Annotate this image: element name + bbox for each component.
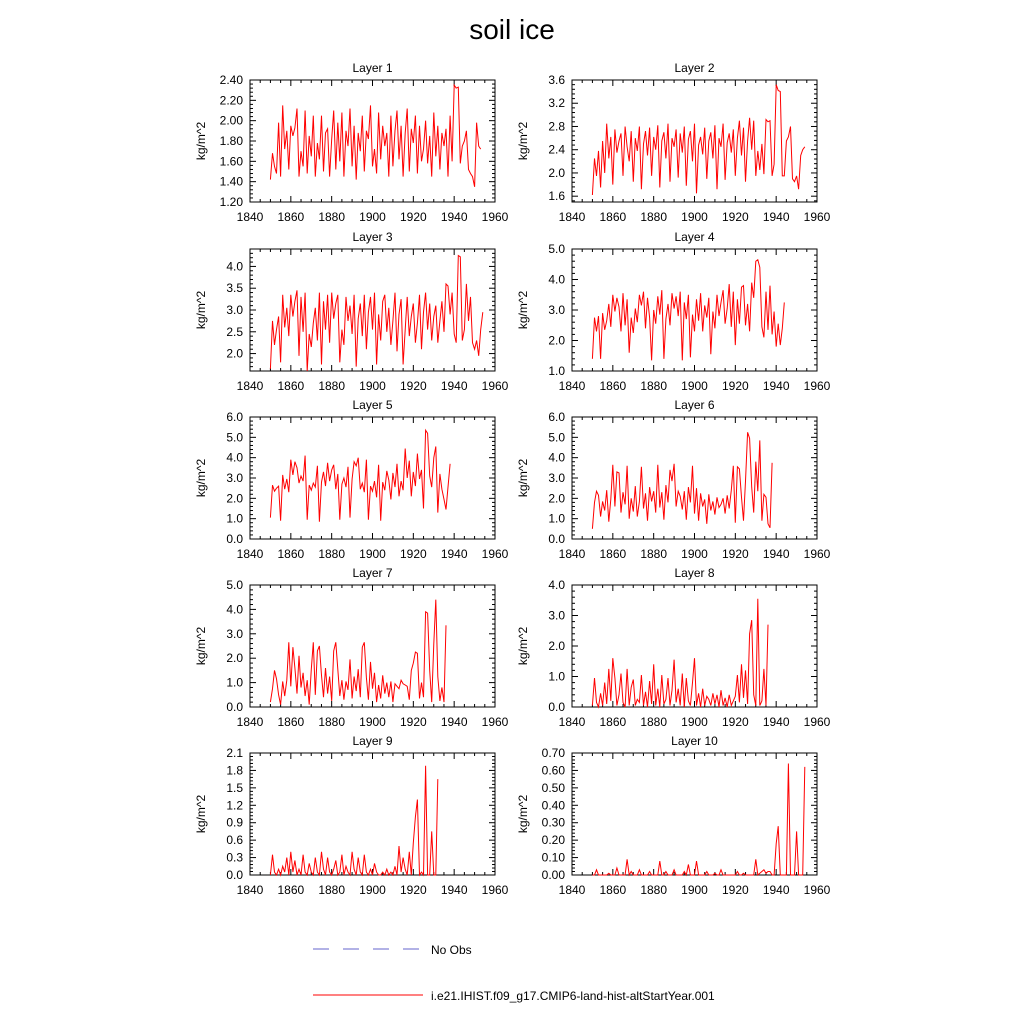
y-tick-label: 0.10 [541,850,565,865]
y-tick-label: 2.1 [226,746,243,760]
y-tick-label: 3.5 [226,281,243,296]
series-line [592,85,804,195]
y-axis-label: kg/m^2 [194,794,208,834]
y-tick-label: 4.0 [548,578,565,592]
y-tick-label: 0.20 [541,833,565,848]
y-tick-label: 0.60 [541,763,565,778]
x-tick-label: 1940 [762,547,790,561]
series-line [270,85,480,187]
y-tick-label: 1.0 [226,511,243,526]
y-axis-label: kg/m^2 [516,458,530,498]
series-line [592,764,804,876]
panel-title: Layer 3 [352,230,393,244]
x-tick-label: 1940 [762,883,790,897]
y-tick-label: 2.0 [548,165,565,180]
y-tick-label: 2.0 [226,651,243,666]
y-tick-label: 0.6 [226,833,243,848]
x-tick-label: 1840 [558,715,586,729]
series-line [592,432,772,529]
panel-layer-10 [516,734,831,897]
x-tick-label: 1880 [318,210,346,224]
panel-layer-2 [516,61,831,224]
y-tick-label: 0.50 [541,780,565,795]
series-line [270,600,446,705]
x-tick-label: 1840 [236,379,264,393]
y-tick-label: 2.0 [226,346,243,361]
y-tick-label: 0.9 [226,815,243,830]
figure-title: soil ice [469,14,555,45]
x-tick-label: 1860 [599,715,627,729]
y-tick-label: 4.0 [548,272,565,287]
x-tick-label: 1880 [640,547,668,561]
y-tick-label: 1.0 [548,364,565,378]
x-tick-label: 1920 [721,210,749,224]
panel-title: Layer 1 [352,61,393,75]
panel-layer-9 [194,734,509,897]
x-tick-label: 1940 [440,883,468,897]
x-tick-label: 1900 [681,547,708,561]
x-tick-label: 1880 [640,210,668,224]
y-tick-label: 0.3 [226,850,243,865]
x-tick-label: 1880 [318,547,346,561]
legend-model-label: i.e21.IHIST.f09_g17.CMIP6-land-hist-altStartYear.001 [431,989,715,1003]
x-tick-label: 1900 [359,883,386,897]
x-tick-label: 1940 [440,210,468,224]
x-tick-label: 1940 [762,379,790,393]
y-axis-label: kg/m^2 [194,290,208,330]
y-tick-label: 6.0 [226,410,243,424]
y-tick-label: 2.0 [548,333,565,348]
legend-obs-label: No Obs [431,943,472,957]
y-tick-label: 1.40 [219,174,243,189]
plot-frame [572,753,817,875]
y-tick-label: 1.0 [548,511,565,526]
panel-layer-5 [194,398,509,561]
y-tick-label: 0.0 [226,532,243,546]
x-tick-label: 1960 [803,715,831,729]
x-tick-label: 1900 [359,715,386,729]
y-tick-label: 3.2 [548,96,565,111]
panel-layer-6 [516,398,831,561]
panel-title: Layer 4 [674,230,715,244]
y-tick-label: 2.00 [219,113,243,128]
x-tick-label: 1940 [440,379,468,393]
y-tick-label: 6.0 [548,410,565,424]
y-tick-label: 5.0 [226,578,243,592]
panel-title: Layer 7 [352,566,393,580]
x-tick-label: 1840 [558,379,586,393]
y-tick-label: 1.80 [219,134,243,148]
panel-title: Layer 9 [352,734,393,748]
plot-frame [250,753,495,875]
x-tick-label: 1900 [681,210,708,224]
y-tick-label: 4.0 [226,450,243,465]
y-tick-label: 1.6 [548,189,565,204]
panel-layer-7 [194,566,509,729]
x-tick-label: 1860 [599,379,627,393]
y-tick-label: 3.0 [548,608,565,623]
y-tick-label: 5.0 [226,430,243,445]
x-tick-label: 1860 [599,547,627,561]
x-tick-label: 1840 [558,883,586,897]
y-tick-label: 0.0 [226,868,243,882]
plot-frame [572,585,817,707]
y-axis-label: kg/m^2 [516,794,530,834]
x-tick-label: 1880 [318,715,346,729]
y-tick-label: 1.20 [219,195,243,209]
y-tick-label: 2.0 [226,491,243,506]
panel-title: Layer 6 [674,398,715,412]
x-tick-label: 1880 [640,715,668,729]
y-tick-label: 3.0 [548,471,565,485]
x-tick-label: 1840 [236,715,264,729]
x-tick-label: 1960 [803,379,831,393]
series-line [270,256,482,372]
x-tick-label: 1880 [640,883,668,897]
x-tick-label: 1960 [481,715,509,729]
x-tick-label: 1900 [681,379,708,393]
x-tick-label: 1920 [721,379,749,393]
x-tick-label: 1920 [399,210,427,224]
x-tick-label: 1860 [599,883,627,897]
x-tick-label: 1960 [803,547,831,561]
x-tick-label: 1920 [399,883,427,897]
y-tick-label: 2.5 [226,324,243,339]
y-tick-label: 0.30 [541,815,565,830]
x-tick-label: 1860 [277,883,305,897]
y-tick-label: 0.40 [541,798,565,813]
x-tick-label: 1840 [236,883,264,897]
x-tick-label: 1900 [681,883,708,897]
y-tick-label: 1.8 [226,763,243,778]
x-tick-label: 1920 [721,883,749,897]
panel-layer-4 [516,230,831,393]
x-tick-label: 1880 [640,379,668,393]
x-tick-label: 1900 [359,547,386,561]
x-tick-label: 1900 [359,210,386,224]
y-tick-label: 0.0 [548,700,565,714]
series-line [270,766,437,875]
panel-title: Layer 2 [674,61,715,75]
x-tick-label: 1880 [318,883,346,897]
y-tick-label: 2.8 [548,119,565,134]
y-tick-label: 0.0 [548,532,565,546]
y-tick-label: 2.40 [219,73,243,87]
x-tick-label: 1960 [481,883,509,897]
y-tick-label: 2.0 [548,639,565,653]
y-tick-label: 2.20 [219,93,243,108]
y-axis-label: kg/m^2 [194,626,208,666]
x-tick-label: 1940 [762,210,790,224]
y-tick-label: 3.0 [226,471,243,485]
x-tick-label: 1860 [277,547,305,561]
plot-frame [572,249,817,371]
panel-title: Layer 10 [671,734,718,748]
x-tick-label: 1840 [558,547,586,561]
y-tick-label: 2.0 [548,491,565,506]
y-tick-label: 2.4 [548,142,565,157]
x-tick-label: 1960 [803,883,831,897]
y-tick-label: 0.00 [541,868,565,882]
y-tick-label: 4.0 [548,450,565,465]
y-tick-label: 4.0 [226,602,243,617]
y-tick-label: 1.2 [226,798,243,813]
panel-layer-8 [516,566,831,729]
plot-frame [250,417,495,539]
x-tick-label: 1940 [440,547,468,561]
y-tick-label: 3.0 [226,626,243,641]
y-tick-label: 1.0 [226,675,243,690]
y-tick-label: 5.0 [548,430,565,445]
x-tick-label: 1860 [277,379,305,393]
x-tick-label: 1920 [399,547,427,561]
x-tick-label: 1920 [721,547,749,561]
series-line [592,599,768,707]
x-tick-label: 1840 [236,210,264,224]
y-tick-label: 3.6 [548,73,565,87]
x-tick-label: 1860 [277,715,305,729]
x-tick-label: 1960 [481,379,509,393]
x-tick-label: 1840 [236,547,264,561]
x-tick-label: 1840 [558,210,586,224]
x-tick-label: 1920 [399,715,427,729]
y-tick-label: 0.70 [541,746,565,760]
y-axis-label: kg/m^2 [516,290,530,330]
x-tick-label: 1920 [399,379,427,393]
panel-title: Layer 5 [352,398,393,412]
series-line [592,260,784,361]
x-tick-label: 1920 [721,715,749,729]
x-tick-label: 1900 [359,379,386,393]
x-tick-label: 1880 [318,379,346,393]
y-axis-label: kg/m^2 [516,121,530,161]
y-tick-label: 3.0 [548,303,565,317]
x-tick-label: 1960 [803,210,831,224]
panel-layer-1 [194,61,509,224]
x-tick-label: 1940 [762,715,790,729]
x-tick-label: 1860 [277,210,305,224]
y-axis-label: kg/m^2 [516,626,530,666]
y-tick-label: 0.0 [226,700,243,714]
y-tick-label: 1.60 [219,154,243,169]
y-tick-label: 5.0 [548,242,565,256]
y-tick-label: 4.0 [226,259,243,274]
y-tick-label: 1.0 [548,669,565,684]
series-line [270,430,450,522]
panel-layer-3 [194,230,509,393]
y-axis-label: kg/m^2 [194,121,208,161]
y-axis-label: kg/m^2 [194,458,208,498]
x-tick-label: 1860 [599,210,627,224]
x-tick-label: 1940 [440,715,468,729]
x-tick-label: 1960 [481,547,509,561]
y-tick-label: 3.0 [226,303,243,317]
x-tick-label: 1960 [481,210,509,224]
panel-title: Layer 8 [674,566,715,580]
y-tick-label: 1.5 [226,780,243,795]
x-tick-label: 1900 [681,715,708,729]
